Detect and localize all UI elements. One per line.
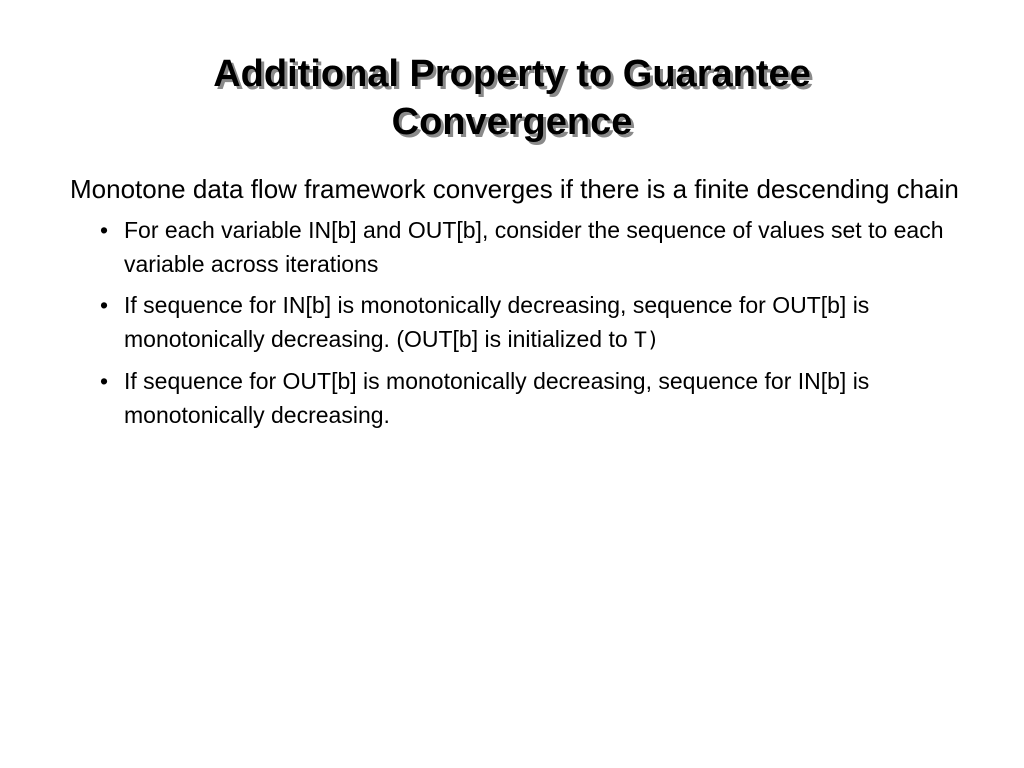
slide-body <box>70 172 970 439</box>
lead-paragraph: Monotone data flow framework converges if there is a finite descending chain <box>70 174 959 204</box>
bullet-item-2 <box>70 288 970 357</box>
bullet-dot-icon: • <box>100 368 109 394</box>
slide-title-line-2: Convergence <box>391 101 633 143</box>
bullet-item-3 <box>70 364 970 432</box>
bullet-item-1 <box>70 213 970 281</box>
bullet-dot-icon: • <box>100 292 109 318</box>
slide-title <box>60 50 964 146</box>
slide-title-line-1: Additional Property to Guarantee <box>213 53 811 95</box>
bullet-text-3: If sequence for OUT[b] is monotonically decreasing, sequence for IN[b] is monotonically decreasing. <box>124 368 870 428</box>
bullet-list <box>70 213 970 432</box>
top-symbol: T) <box>634 328 660 352</box>
bullet-text-2: If sequence for IN[b] is monotonically decreasing, sequence for OUT[b] is monotonically decreasing. (OUT[b] is initialized to <box>124 292 870 352</box>
bullet-dot-icon: • <box>100 217 109 243</box>
bullet-text-1: For each variable IN[b] and OUT[b], consider the sequence of values set to each variable across iterations <box>124 217 944 277</box>
